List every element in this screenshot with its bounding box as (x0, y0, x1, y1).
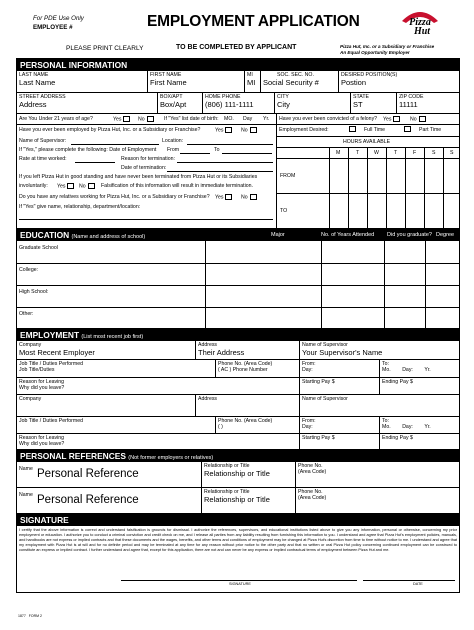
starting2-pay-field[interactable]: Starting Pay $ (299, 434, 379, 449)
day-wednesday: W (374, 150, 379, 156)
relatives-yes-checkbox[interactable] (225, 194, 232, 200)
full-time-checkbox[interactable] (349, 126, 356, 132)
employee-number-label: EMPLOYEE # (33, 24, 73, 31)
graduate-school-row[interactable]: Graduate School (19, 245, 58, 251)
desired-position-field[interactable]: DESIRED POSITION(S) Postion (338, 71, 460, 92)
reference2-phone-field[interactable]: Phone No. (Area Code) (295, 488, 460, 513)
employer2-row (17, 395, 459, 417)
employer2-address-field[interactable]: Address (195, 395, 299, 416)
pizza-hut-logo (398, 3, 442, 39)
employer1-leaving-row (17, 378, 459, 395)
application-form (16, 58, 460, 593)
employer1-job-row (17, 360, 459, 378)
high-school-row[interactable]: High School: (19, 289, 49, 295)
relatives-name-line[interactable] (19, 219, 273, 220)
svg-text:Pizza: Pizza (409, 17, 431, 28)
date-line[interactable] (363, 580, 455, 581)
form-code: 1877 FORM 2 (18, 614, 42, 618)
reference1-name-field[interactable]: Name Personal Reference (19, 466, 139, 480)
day-thursday: T (394, 150, 398, 156)
employer2-leaving-row (17, 434, 459, 450)
ending-pay-field[interactable]: Ending Pay $ (379, 378, 460, 394)
reference2-row (17, 488, 459, 514)
history-availability-block: Have you ever been employed by Pizza Hut, Inc. or a Subsidiary or Franchise? Yes No Name of Supervisor: Location: If "Yes," please complete the following: Date of Employment From To Rate at time worked: Reason for termination: Date of termination: If you left Pizza Hut in good standing and have never been terminated from Pizza Hut or its Subsidiaries involuntarily: Yes No Falsification of this information will result in immediate termination. Do you have any relatives working for Pizza Hut, Inc. or a Subsidiary or Franchise? Yes No If "Yes" give name, relationship, department/location: Employment Desired: Full Time Part Time HOURS AVAILABLE M T W T F S S FROM TO (17, 125, 459, 229)
rate-line[interactable] (75, 162, 115, 163)
employer2-job-row (17, 417, 459, 434)
location-line[interactable] (187, 144, 273, 145)
felony-yes-checkbox[interactable] (393, 116, 400, 122)
employer-phone-field[interactable]: Phone No. (Area Code) ( AC ) Phone Number (215, 360, 299, 377)
age-felony-row: Are You Under 21 years of age? Yes No If "Yes" list date of birth: MO. Day Yr. Have you ever been convicted of a felony? Yes No (17, 114, 459, 125)
reason2-leaving-field[interactable]: Reason for Leaving Why did you leave? (19, 435, 65, 447)
address-row (17, 93, 459, 114)
reference2-name-field[interactable]: Name Personal Reference (19, 492, 139, 506)
reference1-phone-field[interactable]: Phone No. (Area Code) (295, 462, 460, 487)
reference1-row (17, 462, 459, 488)
felony-no-checkbox[interactable] (419, 116, 426, 122)
date-termination-line[interactable] (167, 171, 273, 172)
employer-address-field[interactable]: Address Their Address (195, 341, 299, 359)
completed-by-applicant: TO BE COMPLETED BY APPLICANT (176, 44, 297, 51)
first-name-field[interactable]: FIRST NAME First Name (147, 71, 244, 92)
employer2-phone-field[interactable]: Phone No. (Area Code) ( ) (215, 417, 299, 433)
other-school-row[interactable]: Other: (19, 311, 34, 317)
reason-termination-line[interactable] (177, 162, 273, 163)
employment-header: EMPLOYMENT (List most recent job first) (17, 329, 459, 341)
svg-text:Hut: Hut (413, 26, 431, 37)
day-saturday: S (432, 150, 436, 156)
zip-field[interactable]: ZIP CODE 11111 (396, 93, 460, 113)
page-title: EMPLOYMENT APPLICATION (147, 13, 360, 30)
franchise-note: Pizza Hut, Inc. or a Subsidiary or Franchise An Equal Opportunity Employer (340, 44, 435, 55)
reference2-relationship-field[interactable]: Relationship or Title Relationship or Title (201, 488, 295, 513)
under21-no-checkbox[interactable] (147, 116, 154, 122)
reason-leaving-field[interactable]: Reason for Leaving Why did you leave? (19, 379, 65, 391)
starting-pay-field[interactable]: Starting Pay $ (299, 378, 379, 394)
supervisor-line[interactable] (71, 144, 159, 145)
employer1-row (17, 341, 459, 360)
under21-yes-checkbox[interactable] (123, 116, 130, 122)
involuntary-no-checkbox[interactable] (88, 183, 95, 189)
supervisor2-field[interactable]: Name of Supervisor (299, 395, 460, 416)
employed-before-yes-checkbox[interactable] (225, 127, 232, 133)
employment-to-line[interactable] (222, 153, 272, 154)
city-field[interactable]: CITY City (274, 93, 350, 113)
employment-from-line[interactable] (180, 153, 210, 154)
ssn-field[interactable]: SOC. SEC. NO. Social Security # (260, 71, 338, 92)
involuntary-yes-checkbox[interactable] (67, 183, 74, 189)
middle-initial-field[interactable]: MI MI (244, 71, 260, 92)
supervisor-field[interactable]: Name of Supervisor Your Supervisor's Name (299, 341, 460, 359)
references-header: PERSONAL REFERENCES (Not former employers or relatives) (17, 450, 459, 462)
day-friday: F (413, 150, 417, 156)
last-name-field[interactable]: LAST NAME Last Name (19, 72, 56, 87)
hours-to-label: TO (280, 208, 288, 214)
personal-info-header: PERSONAL INFORMATION (17, 59, 459, 71)
employment2-from-field[interactable]: From: Day: (299, 417, 379, 433)
employment2-to-field[interactable]: To: Mo. Day: Yr. (379, 417, 460, 433)
hours-from-label: FROM (280, 173, 296, 179)
job2-title-field[interactable]: Job Title / Duties Performed (19, 418, 84, 424)
day-sunday: S (450, 150, 454, 156)
state-field[interactable]: STATE ST (350, 93, 396, 113)
reference1-relationship-field[interactable]: Relationship or Title Relationship or Title (201, 462, 295, 487)
box-apt-field[interactable]: BOX/APT Box/Apt (157, 93, 202, 113)
signature-header: SIGNATURE (17, 514, 459, 526)
ending2-pay-field[interactable]: Ending Pay $ (379, 434, 460, 449)
day-tuesday: T (356, 150, 360, 156)
name-row (17, 71, 459, 93)
part-time-checkbox[interactable] (404, 126, 411, 132)
employed-before-no-checkbox[interactable] (250, 127, 257, 133)
street-address-field[interactable]: STREET ADDRESS Address (19, 94, 66, 109)
college-row[interactable]: College: (19, 267, 39, 273)
home-phone-field[interactable]: HOME PHONE (806) 111-1111 (202, 93, 274, 113)
education-table (17, 241, 459, 329)
signature-block: I certify that the above information is correct and understand falsification is grounds for dismissal. I authorize the references, supervisors, and educational institutions listed above to give you any information, personal or otherwise, concerning my prior employment or education. I authorize you to conduct a criminal conviction and credit check on me, and I release all parties from any liability resulting from furnishing this information to you. I understand and agree that Pizza Hut's employment policies, manuals, and handbooks are not express or implied contracts and that these documents and the wages, benefits, and other terms and conditions of employment may be changed at Pizza Hut's discretion from time to time without notice to me. I understand and agree that my employment with Pizza Hut is at will and for no definite period and may be terminated at any time for any reason without prior notice to the other party and that no written or oral Pizza Hut policy concerning continued employment can be construed to constitute an express or implied contract. I further understand and agree that, except for this application, there are not and can never be any express or implied contractual terms of employment between Pizza Hut and me. SIGNATURE DATE (19, 528, 457, 586)
pde-use-label: For PDE Use Only (33, 15, 84, 22)
company-field[interactable]: Company Most Recent Employer (19, 342, 95, 357)
company2-field[interactable]: Company (19, 396, 42, 402)
employment-to-field[interactable]: To: Mo. Day: Yr. (379, 360, 460, 377)
job-title-field[interactable]: Job Title / Duties Performed Job Title/Duties (19, 361, 84, 373)
certification-text: I certify that the above information is correct and understand falsification is grounds for dismissal. I authorize the references, supervisors, and educational institutions listed above to give you any information, personal or otherwise, concerning my prior employment or education. I authorize you to conduct a criminal conviction and credit check on me, and I release all parties from any liability resulting from furnishing this information to you. I understand and agree that Pizza Hut's employment policies, manuals, and handbooks are not express or implied contracts and that these documents and the wages, benefits, and other terms and conditions of employment may be changed at Pizza Hut's discretion from time to time without notice to me. I understand and agree that my employment with Pizza Hut is at will and for no definite period and may be terminated at any time for any reason without prior notice to the other party and that no written or oral Pizza Hut policy concerning continued employment can be construed to constitute an express or implied contract. I further understand and agree that, except for this application, there are not and can never be any express or implied contractual terms of employment between Pizza Hut and me. (19, 528, 457, 552)
relatives-no-checkbox[interactable] (250, 194, 257, 200)
signature-line[interactable] (121, 580, 357, 581)
day-monday: M (336, 150, 341, 156)
education-header: EDUCATION (Name and address of school) Major No. of Years Attended Did you graduate? Degree (17, 229, 459, 241)
employment-from-field[interactable]: From: Day: (299, 360, 379, 377)
print-clearly-note: PLEASE PRINT CLEARLY (66, 45, 144, 52)
